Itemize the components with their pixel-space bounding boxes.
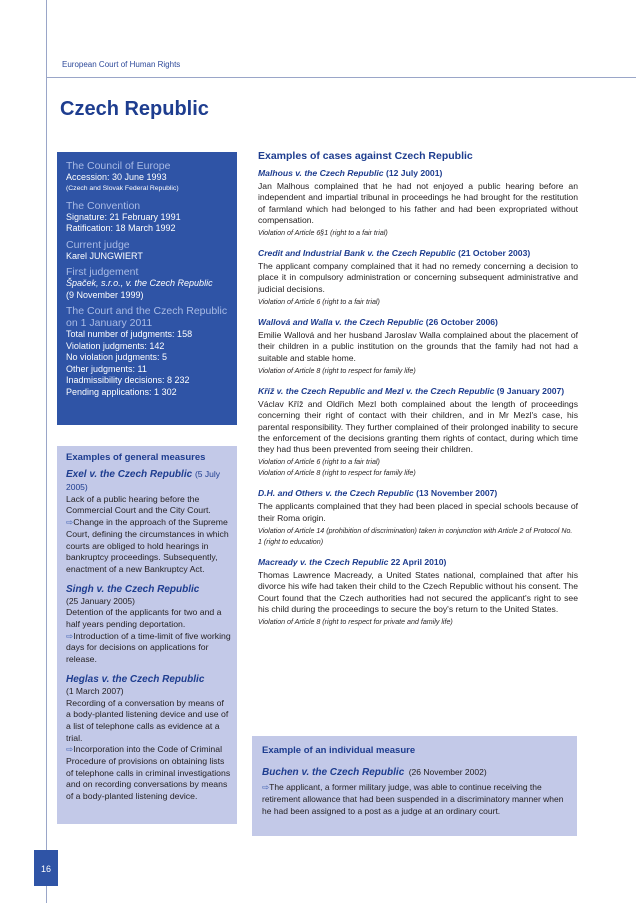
first-judgment-date: (9 November 1999) (66, 289, 144, 300)
case-violation: Violation of Article 6§1 (right to a fair trial) (258, 229, 388, 238)
case-description: Detention of the applicants for two and a half years pending deportation. (66, 607, 222, 630)
court-heading-2: on 1 January 2011 (66, 317, 153, 329)
signature: Signature: 21 February 1991 (66, 211, 181, 222)
case-entry (258, 487, 578, 548)
case-date: (21 October 2003) (458, 248, 531, 259)
ratification: Ratification: 18 March 1992 (66, 223, 176, 233)
arrow-right-icon: ⇨ (66, 744, 74, 755)
cases-heading: Examples of cases against Czech Republic (258, 150, 473, 162)
measure-body: Change in the approach of the Supreme Court, defining the circumstances in which courts are obliged to hold hearings in bankruptcy proceedings. Subsequently, enactment of a new Bankruptcy Act. (66, 517, 229, 574)
individual-measure-box (252, 736, 577, 836)
case-violation: Violation of Article 8 (right to respect for family life) (258, 366, 416, 375)
case-text: Emilie Wallová and her husband Jaroslav Walla complained about the placement of their children in a public institution on the grounds that the family had not had a suitable and stable home. (258, 330, 578, 363)
page-title: Czech Republic (60, 98, 209, 120)
case-title-line (258, 167, 578, 179)
general-case-name (66, 674, 231, 686)
case-name: Macready v. the Czech Republic (258, 557, 389, 568)
general-measures-heading: Examples of general measures (66, 452, 206, 463)
case-description: Recording of a conversation by means of a body-planted listening device and use of a list of telephone calls as evidence at a trial. (66, 697, 229, 743)
cases-section (258, 150, 578, 636)
case-violation: Violation of Article 6 (right to a fair trial) (258, 298, 380, 307)
case-date: (5 July 2005) (66, 468, 220, 492)
case-date: (9 January 2007) (496, 385, 565, 396)
case-title: Exel v. the Czech Republic (66, 468, 193, 480)
measure-text (66, 744, 231, 803)
case-description: Lack of a public hearing before the Commercial Court and the City Court. (66, 493, 211, 516)
first-judgment-heading: First judgement (66, 266, 139, 278)
case-title-line (258, 487, 578, 499)
case-entry (258, 385, 578, 479)
case-title: Heglas v. the Czech Republic (66, 673, 205, 685)
case-date: (13 November 2007) (416, 488, 498, 499)
case-text: The applicants complained that they had been placed in special schools because of their Roma origin. (258, 501, 578, 523)
case-text: The applicant company complained that it had no remedy concerning a decision to place it in compulsory administration or concerning subsequent administrative and judicial decisions. (258, 261, 578, 294)
case-date: (12 July 2001) (385, 168, 443, 178)
convention-heading: The Convention (66, 199, 141, 212)
case-text: Václav Kříž and Oldřich Mezl both complained about the length of proceedings concerning their right of contact with their children, and in Mr Mezl's case, his parental responsibility. They further complained of their prolonged inability to secure the enforcement of the decisions granting them rights of contact, during which time they had thus been prevented from seeing their children. (258, 398, 578, 455)
stat-other: Other judgments: 11 (66, 363, 147, 374)
measure-body: Introduction of a time-limit of five working days for decisions on applications for release. (66, 630, 231, 665)
case-date: (1 March 2007) (66, 685, 124, 696)
case-violation: Violation of Article 6 (right to a fair trial) (258, 458, 380, 467)
case-title-line (258, 385, 578, 397)
case-date: (25 January 2005) (66, 595, 135, 606)
judge-heading: Current judge (66, 238, 130, 251)
measure-body: The applicant, a former military judge, was able to continue receiving the retirement allowance that had been suspended in a discriminatory manner when he had been assigned to a post as a judge at an ordinary court. (262, 782, 564, 816)
case-name: Buchen v. the Czech Republic (262, 767, 405, 778)
case-entry (258, 167, 578, 239)
case-name: Malhous v. the Czech Republic (258, 168, 384, 178)
federal-note: (Czech and Slovak Federal Republic) (66, 184, 179, 192)
arrow-right-icon: ⇨ (66, 630, 74, 641)
measure-text (66, 517, 231, 576)
stat-pending: Pending applications: 1 302 (66, 386, 177, 397)
council-heading: The Council of Europe (66, 160, 171, 172)
accession: Accession: 30 June 1993 (66, 172, 167, 182)
case-title-line (258, 556, 578, 568)
case-date: 22 April 2010) (390, 557, 447, 568)
header-rule (46, 77, 636, 78)
case-name: Wallová and Walla v. the Czech Republic (258, 317, 424, 328)
stat-inadmissibility: Inadmissibility decisions: 8 232 (66, 375, 190, 385)
judge-name: Karel JUNGWIERT (66, 250, 143, 261)
stat-no-violation: No violation judgments: 5 (66, 352, 168, 362)
case-name: Credit and Industrial Bank v. the Czech Republic (258, 248, 456, 259)
individual-measure-heading: Example of an individual measure (262, 745, 416, 756)
case-entry (258, 316, 578, 377)
case-title: Singh v. the Czech Republic (66, 583, 200, 595)
country-facts-box (57, 152, 237, 425)
case-violation: Violation of Article 8 (right to respect for family life) (258, 469, 416, 478)
case-date: (26 November 2002) (408, 767, 487, 777)
case-text: Jan Malhous complained that he had not enjoyed a public hearing before an independent and impartial tribunal in proceedings he had brought for the restitution of farmland which had belonged to his father and had been expropriated without compensation. (258, 181, 578, 225)
case-entry (258, 247, 578, 308)
individual-case-line (262, 762, 569, 780)
case-name: D.H. and Others v. the Czech Republic (258, 488, 414, 499)
measure-text (66, 631, 231, 666)
margin-rule-vertical (46, 0, 47, 903)
court-heading-1: The Court and the Czech Republic (66, 305, 228, 317)
arrow-right-icon: ⇨ (262, 782, 270, 792)
general-case-name (66, 584, 231, 596)
case-name: Kříž v. the Czech Republic and Mezl v. the Czech Republic (258, 385, 495, 396)
case-date: (26 October 2006) (425, 317, 498, 328)
arrow-right-icon: ⇨ (66, 517, 74, 528)
case-title-line (258, 247, 578, 259)
individual-measure-text (262, 782, 569, 817)
case-text: Thomas Lawrence Macready, a United States national, complained that after his divorce his wife had taken their child to the Czech Republic without his consent. The Court found that the Czech authorities had not secured the applicant's right to see his child during the proceedings to secure the boy's return to the United States. (258, 570, 578, 614)
first-judgment-case: Špaček, s.r.o., v. the Czech Republic (66, 278, 213, 288)
case-title-line (258, 316, 578, 328)
stat-violation: Violation judgments: 142 (66, 340, 165, 351)
case-violation: Violation of Article 8 (right to respect for private and family life) (258, 618, 453, 627)
measure-body: Incorporation into the Code of Criminal Procedure of provisions on obtaining lists of telephone calls in criminal investigations and on recording conversations by means of a body-planted listening device. (66, 744, 231, 802)
case-entry (258, 556, 578, 628)
page-number: 16 (34, 850, 58, 886)
case-violation: Violation of Article 14 (prohibition of discrimination) taken in conjunction with Article 2 of Protocol No. 1 (right to education) (258, 527, 573, 547)
general-measures-box (57, 446, 237, 824)
general-case-name (66, 468, 231, 494)
stat-total: Total number of judgments: 158 (66, 329, 193, 339)
running-header: European Court of Human Rights (62, 60, 181, 69)
